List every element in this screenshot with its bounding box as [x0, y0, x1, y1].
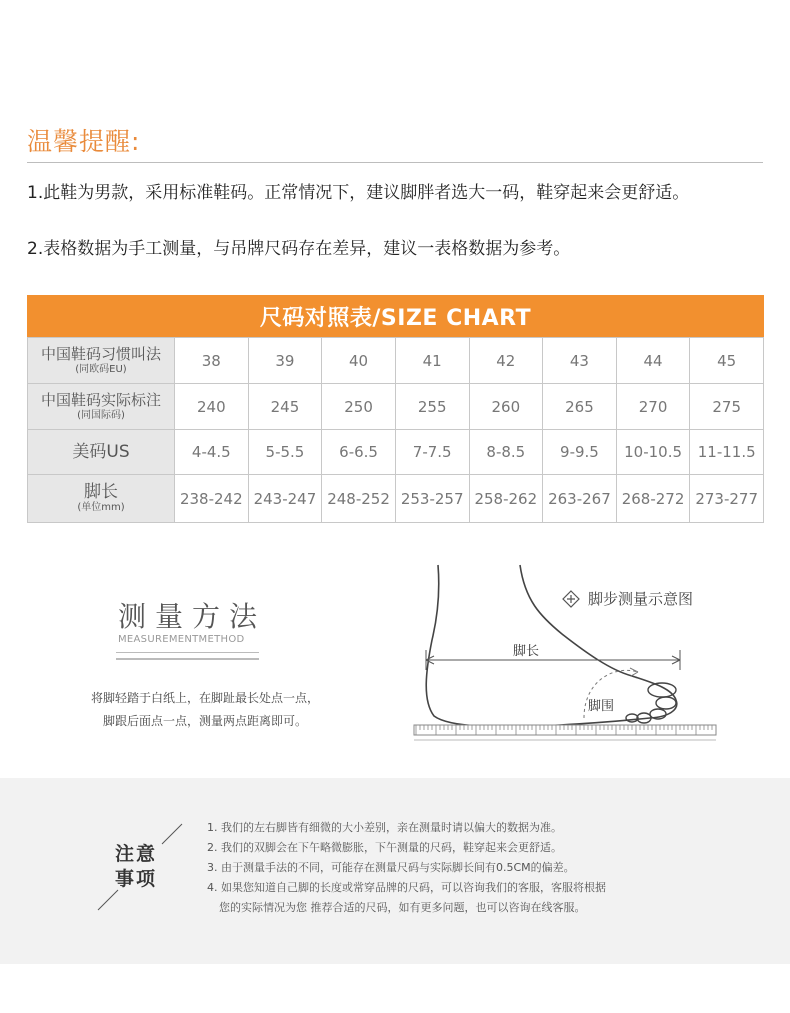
- table-cell: 275: [690, 384, 764, 430]
- row-header-label: 脚长: [84, 482, 118, 502]
- table-cell: 41: [395, 338, 469, 384]
- diagram-title-text: 脚步测量示意图: [588, 590, 694, 608]
- method-title: 测量方法: [118, 600, 267, 633]
- table-cell: 39: [248, 338, 322, 384]
- reminder-title: 温馨提醒:: [27, 127, 141, 156]
- row-header: [28, 475, 175, 523]
- table-cell: 255: [395, 384, 469, 430]
- table-row: [28, 338, 764, 384]
- table-cell: 270: [616, 384, 690, 430]
- table-row: [28, 384, 764, 430]
- table-cell: 44: [616, 338, 690, 384]
- reminder-line-2: 2.表格数据为手工测量，与吊牌尺码存在差异，建议一表格数据为参考。: [27, 239, 571, 259]
- table-cell: 40: [322, 338, 396, 384]
- table-cell: 45: [690, 338, 764, 384]
- table-cell: 258-262: [469, 475, 543, 523]
- table-cell: 5-5.5: [248, 430, 322, 475]
- row-header-label: 美码US: [72, 442, 130, 462]
- row-header-sublabel: (同国际码): [77, 410, 125, 421]
- table-cell: 273-277: [690, 475, 764, 523]
- toes: [626, 683, 676, 723]
- notice-label: [115, 842, 157, 892]
- table-cell: 8-8.5: [469, 430, 543, 475]
- method-subtitle: MEASUREMENTMETHOD: [118, 634, 245, 645]
- notice-label-line-2: 事项: [115, 868, 158, 890]
- table-cell: 263-267: [543, 475, 617, 523]
- table-cell: 248-252: [322, 475, 396, 523]
- table-cell: 4-4.5: [175, 430, 249, 475]
- reminder-line-1: 1.此鞋为男款，采用标准鞋码。正常情况下，建议脚胖者选大一码，鞋穿起来会更舒适。: [27, 183, 690, 203]
- table-cell: 265: [543, 384, 617, 430]
- method-divider: [116, 652, 259, 660]
- notice-item: 3. 由于测量手法的不同，可能存在测量尺码与实际脚长间有0.5CM的偏差。: [207, 861, 575, 874]
- foot-measurement-diagram: [400, 560, 720, 745]
- table-cell: 6-6.5: [322, 430, 396, 475]
- table-cell: 42: [469, 338, 543, 384]
- ruler: [414, 725, 716, 735]
- notice-item: 4. 如果您知道自己脚的长度或常穿品牌的尺码，可以咨询我们的客服，客服将根据: [207, 881, 606, 894]
- reminder-divider: [27, 162, 763, 163]
- row-header: [28, 338, 175, 384]
- notice-label-line-1: 注意: [115, 843, 158, 865]
- row-header-sublabel: (单位mm): [77, 502, 125, 513]
- notice-item: 2. 我们的双脚会在下午略微膨胀，下午测量的尺码，鞋穿起来会更舒适。: [207, 841, 562, 854]
- method-description-line-2: 脚跟后面点一点，测量两点距离即可。: [102, 714, 307, 728]
- table-cell: 238-242: [175, 475, 249, 523]
- table-cell: 253-257: [395, 475, 469, 523]
- table-cell: 250: [322, 384, 396, 430]
- table-cell: 260: [469, 384, 543, 430]
- table-cell: 7-7.5: [395, 430, 469, 475]
- row-header: [28, 430, 175, 475]
- table-cell: 268-272: [616, 475, 690, 523]
- row-header-label: 中国鞋码实际标注: [40, 391, 161, 409]
- table-cell: 245: [248, 384, 322, 430]
- notice-slash-top: [160, 822, 184, 846]
- method-description-line-1: 将脚轻踏于白纸上，在脚趾最长处点一点，: [90, 691, 319, 705]
- foot-girth-label: 脚围: [588, 699, 615, 714]
- notice-item: 您的实际情况为您 推荐合适的尺码，如有更多问题，也可以咨询在线客服。: [219, 901, 586, 914]
- table-cell: 43: [543, 338, 617, 384]
- table-row: [28, 475, 764, 523]
- size-chart-table: [27, 337, 764, 523]
- table-cell: 240: [175, 384, 249, 430]
- row-header: [28, 384, 175, 430]
- foot-length-label: 脚长: [513, 644, 540, 659]
- table-cell: 243-247: [248, 475, 322, 523]
- table-cell: 38: [175, 338, 249, 384]
- table-row: [28, 430, 764, 475]
- row-header-sublabel: (同欧码EU): [75, 364, 127, 375]
- table-cell: 9-9.5: [543, 430, 617, 475]
- notice-item: 1. 我们的左右脚皆有细微的大小差别，亲在测量时请以偏大的数据为准。: [207, 821, 562, 834]
- size-chart-title: 尺码对照表/SIZE CHART: [27, 295, 764, 337]
- table-cell: 10-10.5: [616, 430, 690, 475]
- table-cell: 11-11.5: [690, 430, 764, 475]
- foot-outline: [426, 565, 677, 727]
- row-header-label: 中国鞋码习惯叫法: [40, 345, 161, 363]
